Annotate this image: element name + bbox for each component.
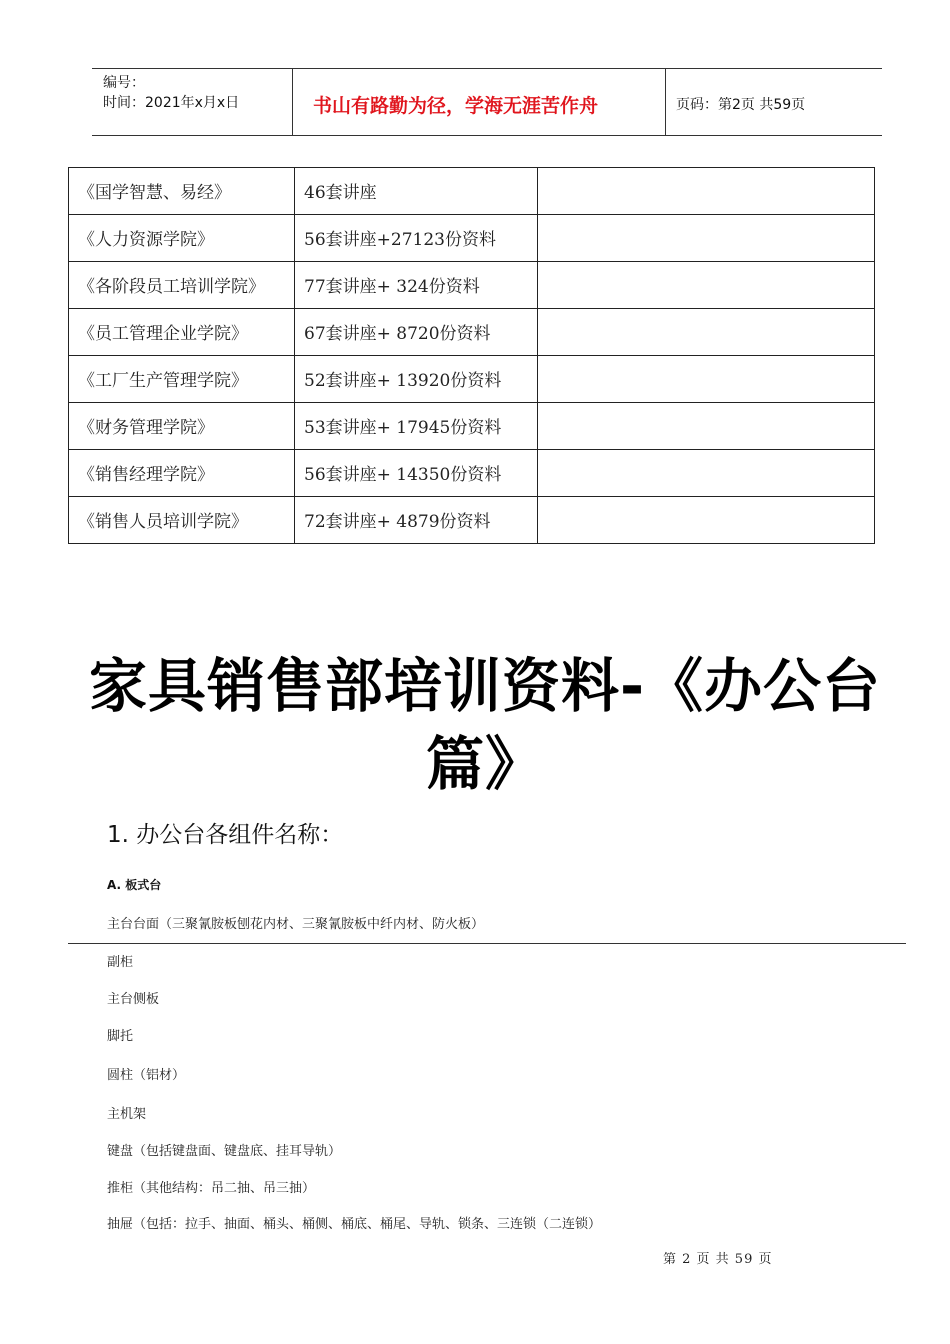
table-cell: 53套讲座+ 17945份资料 xyxy=(295,403,538,450)
course-table xyxy=(68,167,875,544)
table-cell xyxy=(538,450,875,497)
table-cell: 《工厂生产管理学院》 xyxy=(69,356,295,403)
table-cell: 《财务管理学院》 xyxy=(69,403,295,450)
table-cell: 《销售人员培训学院》 xyxy=(69,497,295,544)
table-cell: 67套讲座+ 8720份资料 xyxy=(295,309,538,356)
divider-rule xyxy=(68,943,906,944)
table-cell: 56套讲座+ 14350份资料 xyxy=(295,450,538,497)
table-cell xyxy=(538,168,875,215)
header-divider xyxy=(665,69,666,135)
table-cell: 46套讲座 xyxy=(295,168,538,215)
table-cell xyxy=(538,356,875,403)
document-title-line-1: 家具销售部培训资料-《办公台 xyxy=(88,652,882,720)
table-cell: 77套讲座+ 324份资料 xyxy=(295,262,538,309)
table-row xyxy=(69,403,875,450)
component-item: 抽屉（包括：拉手、抽面、桶头、桶侧、桶底、桶尾、导轨、锁条、三连锁（二连锁） xyxy=(107,1217,602,1232)
table-cell: 《销售经理学院》 xyxy=(69,450,295,497)
table-row xyxy=(69,309,875,356)
subsection-heading: A. 板式台 xyxy=(107,878,162,892)
component-item: 副柜 xyxy=(107,955,134,970)
component-item: 脚托 xyxy=(107,1029,134,1044)
document-title-line-2: 篇》 xyxy=(425,730,544,798)
header-divider xyxy=(292,69,293,135)
table-row xyxy=(69,450,875,497)
header-bottom-rule xyxy=(92,135,882,136)
header-number: 编号： xyxy=(103,75,145,91)
component-item: 推柜（其他结构：吊二抽、吊三抽） xyxy=(107,1181,316,1196)
header-time: 时间：2021年x月x日 xyxy=(103,95,240,111)
table-cell xyxy=(538,403,875,450)
table-cell: 《国学智慧、易经》 xyxy=(69,168,295,215)
table-cell: 52套讲座+ 13920份资料 xyxy=(295,356,538,403)
component-item: 圆柱（铝材） xyxy=(107,1068,186,1083)
table-cell xyxy=(538,215,875,262)
table-cell: 72套讲座+ 4879份资料 xyxy=(295,497,538,544)
table-row xyxy=(69,497,875,544)
table-row xyxy=(69,262,875,309)
table-row xyxy=(69,215,875,262)
component-item: 主台台面（三聚氰胺板刨花内材、三聚氰胺板中纤内材、防火板） xyxy=(107,917,485,932)
section-heading: 1. 办公台各组件名称： xyxy=(107,822,344,848)
table-cell: 56套讲座+27123份资料 xyxy=(295,215,538,262)
table-cell: 《员工管理企业学院》 xyxy=(69,309,295,356)
table-cell: 《各阶段员工培训学院》 xyxy=(69,262,295,309)
table-row xyxy=(69,168,875,215)
page-footer: 第 2 页 共 59 页 xyxy=(663,1252,773,1267)
table-row xyxy=(69,356,875,403)
header-motto: 书山有路勤为径，学海无涯苦作舟 xyxy=(313,95,599,117)
table-cell xyxy=(538,309,875,356)
component-item: 主台侧板 xyxy=(107,992,160,1007)
table-cell xyxy=(538,497,875,544)
component-item: 主机架 xyxy=(107,1107,147,1122)
table-cell: 《人力资源学院》 xyxy=(69,215,295,262)
table-cell xyxy=(538,262,875,309)
component-item: 键盘（包括键盘面、键盘底、挂耳导轨） xyxy=(107,1144,342,1159)
header-top-rule xyxy=(92,68,882,69)
header-page-number: 页码：第2页 共59页 xyxy=(676,97,806,113)
